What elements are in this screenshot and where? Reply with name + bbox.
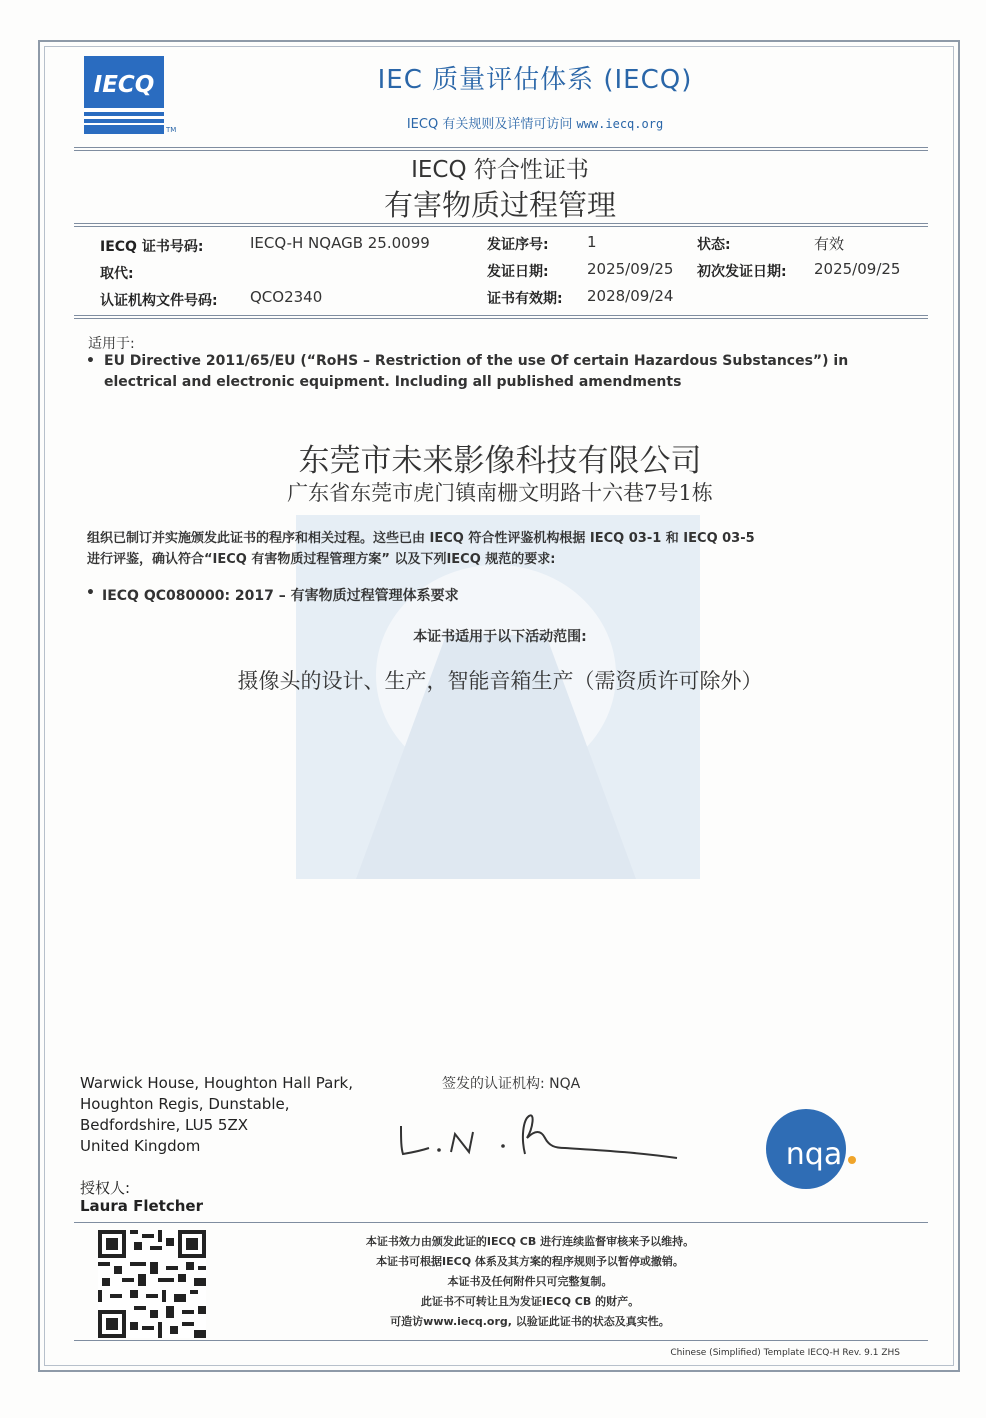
address-line: Warwick House, Houghton Hall Park, — [80, 1074, 353, 1092]
org-info-prefix: IECQ 有关规则及详情可访问 — [406, 117, 573, 132]
replaces-label: 取代: — [100, 266, 134, 282]
cert-title-line1: IECQ 符合性证书 — [411, 157, 589, 183]
issued-by-label: 签发的认证机构: NQA — [442, 1076, 581, 1092]
statement-line2: 进行评鉴，确认符合“IECQ 有害物质过程管理方案” 以及下列IECQ 规范的要求: — [87, 552, 556, 567]
address-line: Bedfordshire, LU5 5ZX — [80, 1116, 249, 1134]
footer-note: 本证书可根据IECQ 体系及其方案的程序规则予以暂停或撤销。 — [376, 1255, 684, 1268]
org-name: IEC 质量评估体系 (IECQ) — [377, 65, 693, 95]
scope-heading: 本证书适用于以下活动范围: — [413, 629, 587, 645]
cert-no-value: IECQ-H NQAGB 25.0099 — [250, 234, 430, 252]
cb-ref-value: QCO2340 — [250, 288, 323, 306]
first-issue-value: 2025/09/25 — [814, 260, 901, 278]
status-value: 有效 — [814, 235, 845, 253]
iecq-watermark — [296, 515, 700, 879]
scope-text: 摄像头的设计、生产，智能音箱生产（需资质许可除外） — [237, 669, 763, 693]
status-label: 状态: — [697, 237, 731, 253]
footer-note: 本证书及任何附件只可完整复制。 — [447, 1275, 613, 1288]
issue-date-label: 发证日期: — [487, 264, 549, 280]
address-line: United Kingdom — [80, 1137, 201, 1155]
cert-title-line2: 有害物质过程管理 — [383, 188, 616, 222]
logo-text: IECQ — [93, 72, 155, 98]
issue-no-label: 发证序号: — [487, 237, 549, 253]
signature — [395, 1108, 685, 1168]
issuer-address — [80, 1073, 353, 1157]
bullet: • — [86, 353, 95, 369]
divider — [74, 315, 928, 319]
company-name: 东莞市未来影像科技有限公司 — [298, 443, 702, 479]
authorized-name: Laura Fletcher — [80, 1197, 203, 1215]
iecq-logo — [84, 56, 164, 134]
statement-line1: 组织已制订并实施颁发此证书的程序和相关过程。这些已由 IECQ 符合性评鉴机构根据 IECQ 03-1 和 IECQ 03-5 — [87, 531, 755, 546]
nqa-logo — [764, 1108, 860, 1190]
footer-note: 可造访www.iecq.org, 以验证此证书的状态及真实性。 — [390, 1315, 670, 1328]
logo-tm: TM — [166, 126, 177, 134]
applies-line1: EU Directive 2011/65/EU (“RoHS – Restriction of the use Of certain Hazardous Substances”) in — [104, 353, 849, 369]
footer-note: 本证书效力由颁发此证的IECQ CB 进行连续监督审核来予以维持。 — [365, 1235, 695, 1248]
divider — [74, 223, 928, 227]
cert-no-label: IECQ 证书号码: — [100, 239, 204, 255]
divider — [74, 1340, 928, 1341]
address-line: Houghton Regis, Dunstable, — [80, 1095, 290, 1113]
first-issue-label: 初次发证日期: — [697, 264, 787, 280]
spec-bullet: IECQ QC080000: 2017 – 有害物质过程管理体系要求 — [102, 588, 459, 604]
issue-date-value: 2025/09/25 — [587, 260, 674, 278]
footer-notes — [300, 1232, 760, 1332]
org-info — [330, 113, 740, 132]
authorized-label: 授权人: — [80, 1179, 131, 1197]
company-address: 广东省东莞市虎门镇南栅文明路十六巷7号1栋 — [287, 481, 713, 505]
bullet: • — [86, 585, 95, 601]
expiry-label: 证书有效期: — [487, 291, 563, 307]
divider — [74, 1222, 928, 1223]
expiry-value: 2028/09/24 — [587, 287, 674, 305]
issue-no-value: 1 — [587, 233, 597, 251]
template-ref: Chinese (Simplified) Template IECQ-H Rev. 9.1 ZHS — [670, 1348, 900, 1358]
nqa-logo-text: nqa — [785, 1137, 843, 1172]
applies-line2: electrical and electronic equipment. Including all published amendments — [104, 374, 682, 390]
footer-note: 此证书不可转让且为发证IECQ CB 的财产。 — [420, 1295, 640, 1308]
applies-label: 适用于: — [88, 336, 135, 352]
org-info-url[interactable]: www.iecq.org — [576, 117, 664, 131]
cb-ref-label: 认证机构文件号码: — [100, 293, 218, 309]
qr-code[interactable] — [98, 1230, 206, 1338]
